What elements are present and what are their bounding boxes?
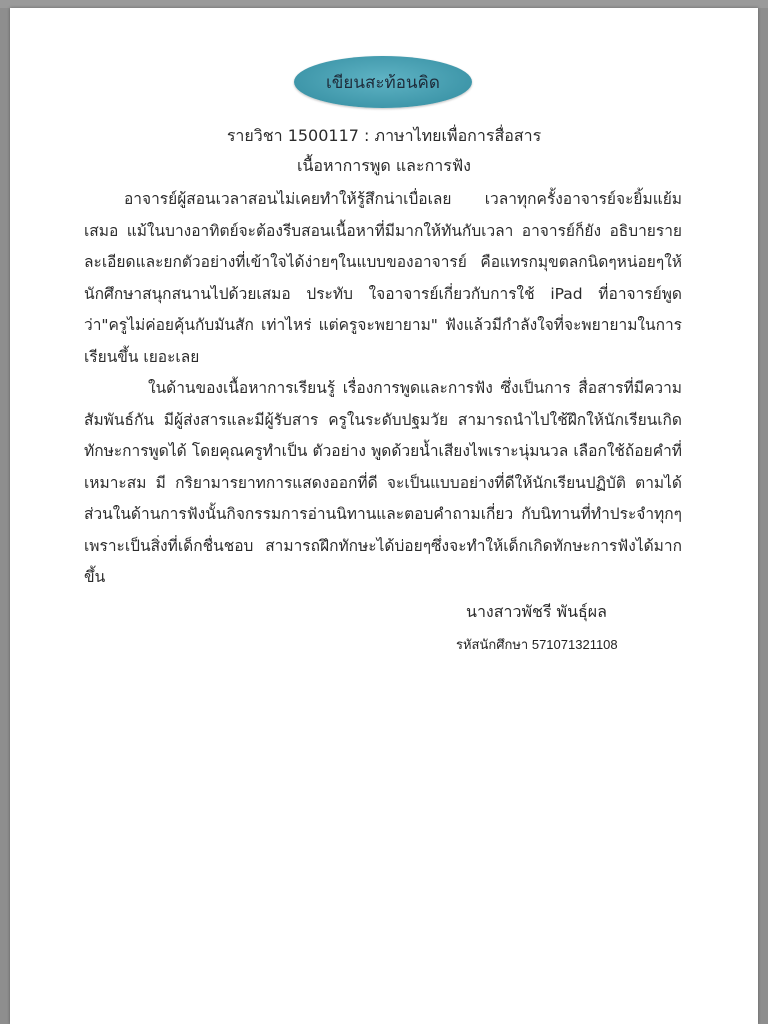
course-line: รายวิชา 1500117 : ภาษาไทยเพื่อการสื่อสาร [226,126,542,145]
reflection-body [84,184,682,594]
page-title: เขียนสะท้อนคิด [326,72,440,93]
signature-name: นางสาวพัชรี พันธุ์ผล [466,602,607,621]
paragraph-teacher: อาจารย์ผู้สอนเวลาสอนไม่เคยทำให้รู้สึกน่าเบื่อเลย เวลาทุกครั้งอาจารย์จะยิ้มแย้มเสมอ แม้ในบางอาทิตย์จะต้องรีบสอนเนื้อหาที่มีมากให้ทันกับเวลา อาจารย์ก็ยัง อธิบายรายละเอียดและยกตัวอย่างที่เข้าใจได้ง่ายๆในแบบของอาจารย์ คือแทรกมุขตลกนิดๆหน่อยๆให้นักศึกษาสนุกสนานไปด้วยเสมอ ประทับ ใจอาจารย์เกี่ยวกับการใช้ iPad ที่อาจารย์พูดว่า"ครูไม่ค่อยคุ้นกับมันสัก เท่าไหร่ แต่ครูจะพยายาม" ฟังแล้วมีกำลังใจที่จะพยายามในการเรียนขึ้น เยอะเลย [84,190,682,366]
viewer-status-bar [0,0,768,8]
document-page[interactable] [10,8,758,1024]
student-id: รหัสนักศึกษา 571071321108 [456,637,618,652]
subject-line: เนื้อหาการพูด และการฟัง [297,156,471,175]
paragraph-content: ในด้านของเนื้อหาการเรียนรู้ เรื่องการพูดและการฟัง ซึ่งเป็นการ สื่อสารที่มีความสัมพันธ์กัน มีผู้ส่งสารและมีผู้รับสาร ครูในระดับปฐมวัย สามารถนำไปใช้ฝึกให้นักเรียนเกิดทักษะการพูดได้ โดยคุณครูทำเป็น ตัวอย่าง พูดด้วยน้ำเสียงไพเราะนุ่มนวล เลือกใช้ถ้อยคำที่เหมาะสม มี กริยามารยาทการแสดงออกที่ดี จะเป็นแบบอย่างที่ดีให้นักเรียนปฏิบัติ ตามได้ ส่วนในด้านการฟังนั้นกิจกรรมการอ่านนิทานและตอบคำถามเกี่ยว กับนิทานที่ทำประจำทุกๆเพราะเป็นสิ่งที่เด็กชื่นชอบ สามารถฝึกทักษะได้บ่อยๆซึ่งจะทำให้เด็กเกิดทักษะการฟังได้มากขึ้น [84,379,682,586]
title-oval-badge [294,56,472,108]
